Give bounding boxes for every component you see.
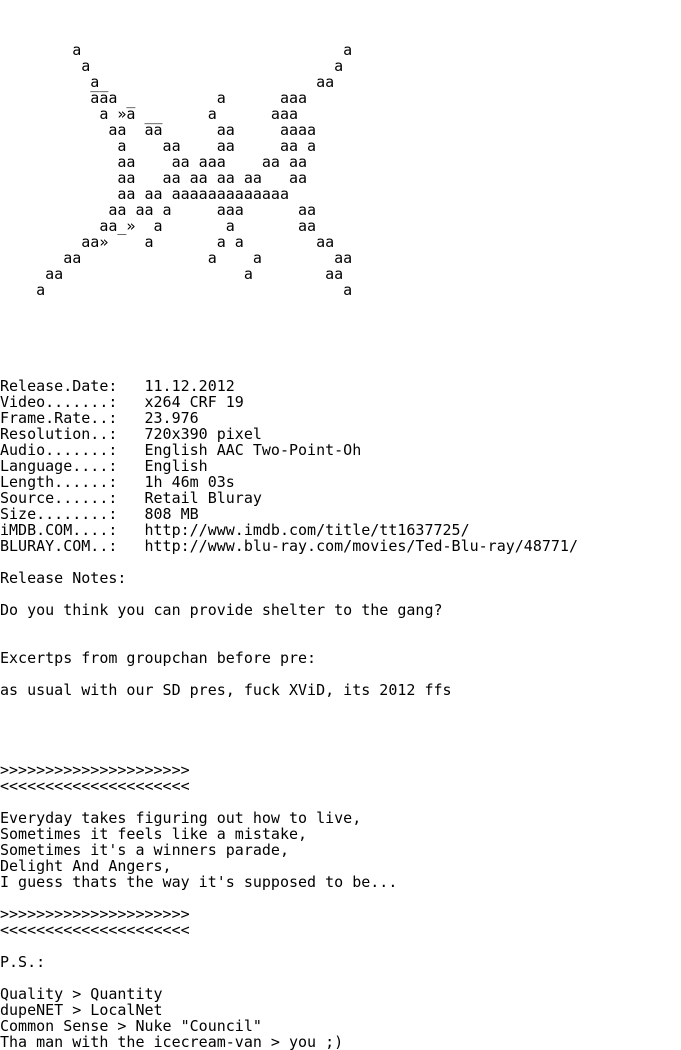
blank-line [0, 970, 681, 986]
nfo-line: aa aa aaa aa aa [0, 153, 308, 171]
nfo-line: Release Notes: [0, 569, 127, 587]
blank-line [0, 314, 681, 330]
nfo-line: dupeNET > LocalNet [0, 1001, 163, 1019]
nfo-line: a a [0, 57, 344, 75]
nfo-line: I guess thats the way it's supposed to be... [0, 873, 398, 891]
nfo-line: Size........: 808 MB [0, 505, 199, 523]
blank-line [0, 362, 681, 378]
nfo-line: Source......: Retail Bluray [0, 489, 262, 507]
nfo-line: aa aa aaaaaaaaaaaaa [0, 185, 289, 203]
nfo-line: Tha man with the icecream-van > you ;) [0, 1033, 344, 1050]
blank-line [0, 298, 681, 314]
nfo-line: Everyday takes figuring out how to live, [0, 809, 362, 827]
nfo-line: Release.Date: 11.12.2012 [0, 377, 235, 395]
blank-line [0, 730, 681, 746]
nfo-line: Frame.Rate..: 23.976 [0, 409, 199, 427]
nfo-line: Length......: 1h 46m 03s [0, 473, 235, 491]
blank-line [0, 698, 681, 714]
nfo-line: >>>>>>>>>>>>>>>>>>>>> [0, 761, 190, 779]
nfo-line: a aa aa aa a [0, 137, 317, 155]
blank-line [0, 938, 681, 954]
blank-line [0, 554, 681, 570]
nfo-line: >>>>>>>>>>>>>>>>>>>>> [0, 905, 190, 923]
blank-line [0, 794, 681, 810]
nfo-line: aa a a aa [0, 249, 353, 267]
blank-line [0, 634, 681, 650]
nfo-line: a »a̅ a aaa [0, 105, 299, 123]
blank-line [0, 714, 681, 730]
blank-line [0, 346, 681, 362]
nfo-line: BLURAY.COM..: http://www.blu-ray.com/movies/Ted-Blu-ray/48771/ [0, 537, 578, 555]
nfo-line: Excertps from groupchan before pre: [0, 649, 317, 667]
nfo-line: Sometimes it's a winners parade, [0, 841, 289, 859]
nfo-line: <<<<<<<<<<<<<<<<<<<<< [0, 777, 190, 795]
nfo-line: a̅a̅a a aaa [0, 89, 308, 107]
nfo-line: Language....: English [0, 457, 208, 475]
nfo-line: aa a aa [0, 265, 344, 283]
blank-line [0, 666, 681, 682]
nfo-line: aa aa a aaa aa [0, 201, 317, 219]
nfo-line: aa_» a a aa [0, 217, 317, 235]
nfo-line: as usual with our SD pres, fuck XViD, its 2012 ffs [0, 681, 452, 699]
blank-line [0, 330, 681, 346]
nfo-line: Sometimes it feels like a mistake, [0, 825, 308, 843]
nfo-line: iMDB.COM....: http://www.imdb.com/title/tt1637725/ [0, 521, 470, 539]
nfo-line: a aa [0, 73, 335, 91]
blank-line [0, 618, 681, 634]
nfo-line: Resolution..: 720x390 pixel [0, 425, 262, 443]
nfo-line: a a [0, 42, 353, 59]
blank-line [0, 746, 681, 762]
nfo-line: Delight And Angers, [0, 857, 172, 875]
nfo-document [0, 42, 681, 1050]
blank-line [0, 586, 681, 602]
nfo-line: Audio.......: English AAC Two-Point-Oh [0, 441, 362, 459]
nfo-line: aa aa aa aa aa aa [0, 169, 308, 187]
nfo-line: a a [0, 281, 353, 299]
nfo-line: Do you think you can provide shelter to the gang? [0, 601, 443, 619]
nfo-line: Quality > Quantity [0, 985, 163, 1003]
blank-line [0, 890, 681, 906]
nfo-line: aa» a a a aa [0, 233, 335, 251]
nfo-line: P.S.: [0, 953, 46, 971]
nfo-line: aa a̅a̅ aa aaaa [0, 121, 317, 139]
nfo-line: Video.......: x264 CRF 19 [0, 393, 244, 411]
nfo-line: <<<<<<<<<<<<<<<<<<<<< [0, 921, 190, 939]
nfo-line: Common Sense > Nuke "Council" [0, 1017, 262, 1035]
